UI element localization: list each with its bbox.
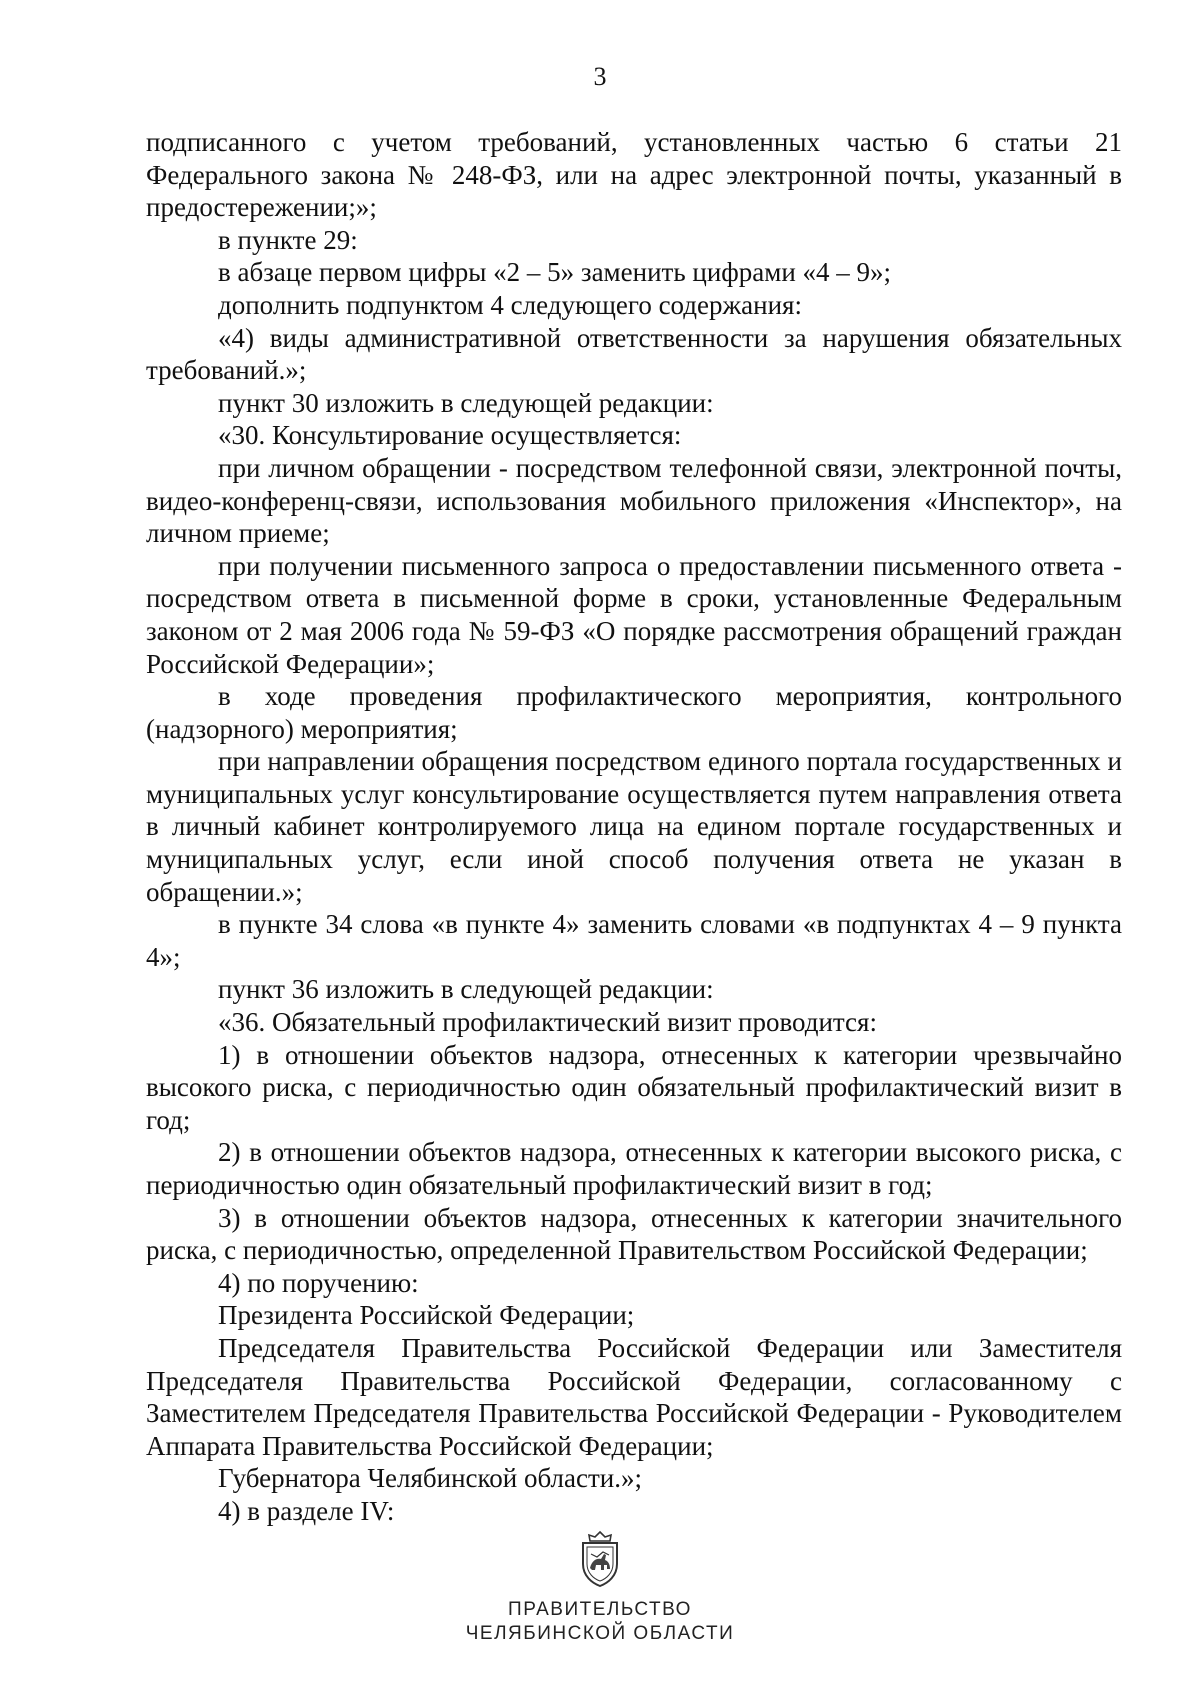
paragraph: при направлении обращения посредством единого портала государственных и муниципальных услуг консультирование осуществляется путем направления ответа в личный кабинет контролируемого лица на едином портале государственных и муниципальных услуг, если иной способ получения ответа не указан в обращении.»; <box>146 746 1122 907</box>
paragraph: пункт 36 изложить в следующей редакции: <box>218 974 714 1005</box>
paragraph: «36. Обязательный профилактический визит проводится: <box>218 1007 877 1038</box>
paragraph: в ходе проведения профилактического мероприятия, контрольного (надзорного) мероприятия; <box>146 681 1122 744</box>
paragraph: 2) в отношении объектов надзора, отнесенных к категории высокого риска, с периодичностью один обязательный профилактический визит в год; <box>146 1137 1122 1200</box>
paragraph: Президента Российской Федерации; <box>218 1300 635 1331</box>
paragraph: Председателя Правительства Российской Федерации или Заместителя Председателя Правительства Российской Федерации, согласованному с Заместителем Председателя Правительства Российской Федерации - Руководителем Аппарата Правительства Российской Федерации; <box>146 1332 1122 1461</box>
paragraph: в пункте 29: <box>218 224 358 255</box>
document-body <box>146 126 1122 1528</box>
paragraph: «4) виды административной ответственности за нарушения обязательных требований.»; <box>146 322 1122 386</box>
coat-of-arms-icon <box>577 1530 623 1588</box>
letterhead-footer <box>0 1530 1200 1646</box>
footer-region: ЧЕЛЯБИНСКОЙ ОБЛАСТИ <box>465 1623 735 1644</box>
paragraph: в абзаце первом цифры «2 – 5» заменить цифрами «4 – 9»; <box>218 257 892 288</box>
paragraph: подписанного с учетом требований, установленных частью 6 статьи 21 Федерального закона № 248-ФЗ, или на адрес электронной почты, указанный в предостережении;»; <box>146 127 1122 223</box>
paragraph: при личном обращении - посредством телефонной связи, электронной почты, видео-конференц-связи, использования мобильного приложения «Инспектор», на личном приеме; <box>146 452 1122 549</box>
paragraph: дополнить подпунктом 4 следующего содержания: <box>218 289 802 320</box>
footer-organization: ПРАВИТЕЛЬСТВО <box>508 1599 692 1620</box>
paragraph: в пункте 34 слова «в пункте 4» заменить словами «в подпунктах 4 – 9 пункта 4»; <box>146 909 1122 972</box>
paragraph: Губернатора Челябинской области.»; <box>218 1463 642 1494</box>
paragraph: 3) в отношении объектов надзора, отнесенных к категории значительного риска, с периодичностью, определенной Правительством Российской Федерации; <box>146 1202 1122 1266</box>
paragraph: 1) в отношении объектов надзора, отнесенных к категории чрезвычайно высокого риска, с периодичностью один обязательный профилактический визит в год; <box>146 1039 1122 1135</box>
paragraph: при получении письменного запроса о предоставлении письменного ответа - посредством ответа в письменной форме в сроки, установленные Федеральным законом от 2 мая 2006 года № 59-ФЗ «О порядке рассмотрения обращений граждан Российской Федерации»; <box>146 550 1122 679</box>
paragraph: «30. Консультирование осуществляется: <box>218 420 682 451</box>
page-number: 3 <box>593 62 607 91</box>
paragraph: пункт 30 изложить в следующей редакции: <box>218 387 714 418</box>
paragraph: 4) в разделе IV: <box>218 1495 395 1526</box>
paragraph: 4) по поручению: <box>218 1267 419 1298</box>
